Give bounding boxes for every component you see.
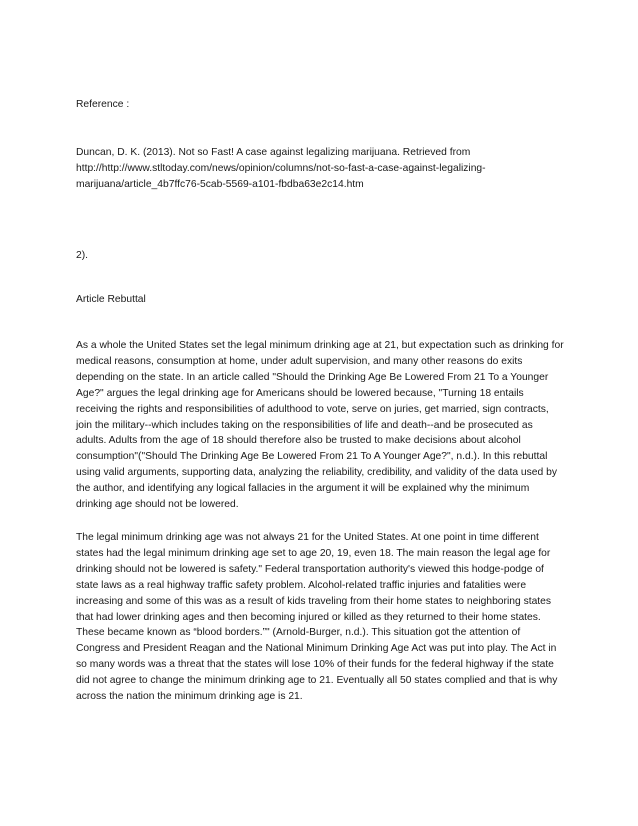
reference-citation: Duncan, D. K. (2013). Not so Fast! A case against legalizing marijuana. Retrieved from http://http://www.stltoday.com/news/opinion/columns/not-so-fast-a-case-against-legalizing-marijuana/article_4b7ffc76-5cab-5569-a101-fbdba63e2c14.htm: [76, 147, 486, 190]
section-heading: Article Rebuttal: [76, 294, 146, 305]
reference-label: Reference :: [76, 99, 130, 110]
body-paragraph-2: The legal minimum drinking age was not always 21 for the United States. At one point in time different states had the legal minimum drinking age set to age 20, 19, even 18. The main reason the legal age for drinking should not be lowered is safety." Federal transportation authority's viewed this hodge-podge of state laws as a real highway traffic safety problem. Alcohol-related traffic injuries and fatalities were increasing and some of this was as a result of kids traveling from their home states to neighboring states that had lower drinking ages and then becoming injured or killed as they returned to their home states. These became known as “blood borders.”" (Arnold-Burger, n.d.). This situation got the attention of Congress and President Reagan and the National Minimum Drinking Age Act was put into play. The Act in so many words was a threat that the states will lose 10% of their funds for the federal highway if the state did not agree to change the minimum drinking age to 21. Eventually all 50 states complied and that is why across the nation the minimum drinking age is 21.: [76, 532, 558, 703]
body-paragraph-1: As a whole the United States set the legal minimum drinking age at 21, but expectation such as drinking for medical reasons, consumption at home, under adult supervision, and many other reasons do exits depending on the state. In an article called "Should the Drinking Age Be Lowered From 21 To a Younger Age?" argues the legal drinking age for Americans should be lowered because, "Turning 18 entails receiving the rights and responsibilities of adulthood to vote, serve on juries, get married, sign contracts, join the military--which includes taking on the responsibilities of life and death--and be prosecuted as adults. Adults from the age of 18 should therefore also be trusted to make decisions about alcohol consumption"("Should The Drinking Age Be Lowered From 21 To A Younger Age?", n.d.). In this rebuttal using valid arguments, supporting data, analyzing the reliability, credibility, and validity of the data used by the author, and identifying any logical fallacies in the argument it will be explained why the minimum drinking age should not be lowered.: [76, 340, 564, 511]
section-number: 2).: [76, 250, 89, 261]
